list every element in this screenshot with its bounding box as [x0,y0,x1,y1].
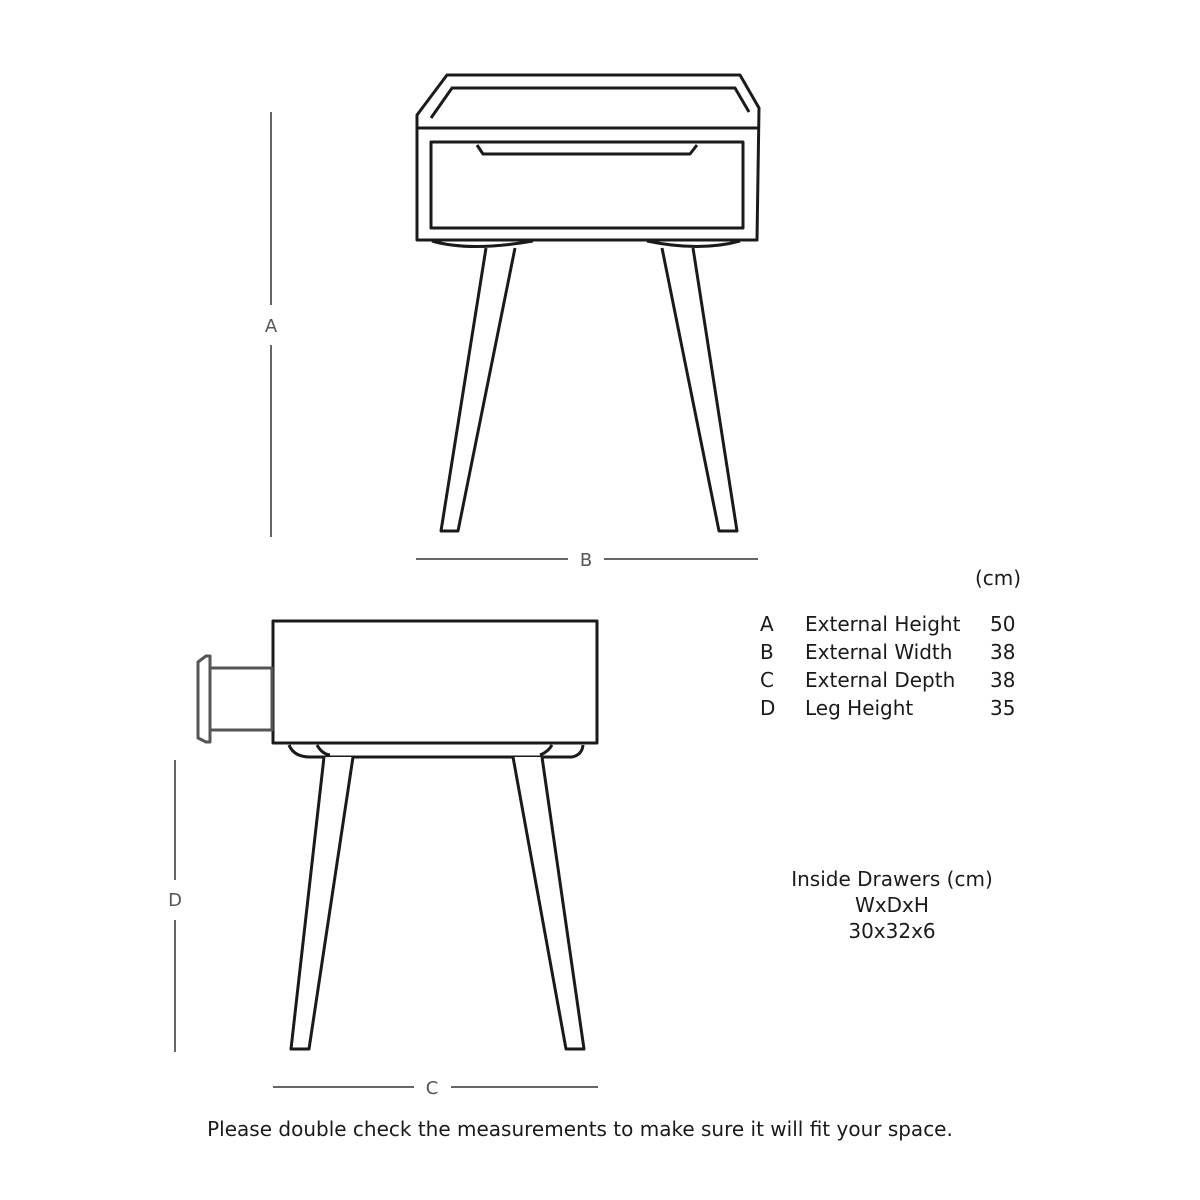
spec-row [760,694,1030,722]
measurement-note: Please double check the measurements to make sure it will fit your space. [207,1117,953,1141]
spec-name: External Height [805,612,961,636]
side-view [198,621,597,1049]
spec-value: 38 [990,668,1016,692]
spec-value: 50 [990,612,1016,636]
dimension-label-c: C [425,1078,439,1099]
front-leg-cap-left [432,241,533,247]
spec-key: D [760,696,776,720]
side-leg-cap [289,745,583,757]
spec-key: B [760,640,774,664]
spec-key: C [760,668,774,692]
dimension-label-b: B [579,550,593,571]
side-leg-right [513,757,584,1049]
side-body [273,621,597,743]
front-view [417,75,759,531]
unit-label: (cm) [975,566,1022,590]
spec-value: 38 [990,640,1016,664]
spec-key: A [760,612,774,636]
spec-value: 35 [990,696,1016,720]
side-leg-left [291,757,353,1049]
spec-name: External Width [805,640,953,664]
side-leg-cap-inner [317,745,552,755]
inside-drawers-info [742,866,1042,944]
spec-name: Leg Height [805,696,914,720]
inside-drawers-value: 30x32x6 [848,919,936,943]
inside-drawers-format: WxDxH [855,893,929,917]
front-leg-right [662,248,737,531]
inside-drawers-title: Inside Drawers (cm) [791,867,993,891]
spec-row [760,666,1030,694]
dimension-label-a: A [264,316,278,337]
side-drawer-box [210,668,272,730]
dimension-label-d: D [168,890,182,911]
specifications-table [760,610,1030,722]
spec-name: External Depth [805,668,956,692]
spec-row [760,610,1030,638]
front-leg-cap-right [647,241,740,247]
spec-row [760,638,1030,666]
front-leg-left [441,248,515,531]
side-drawer-front [198,656,210,742]
